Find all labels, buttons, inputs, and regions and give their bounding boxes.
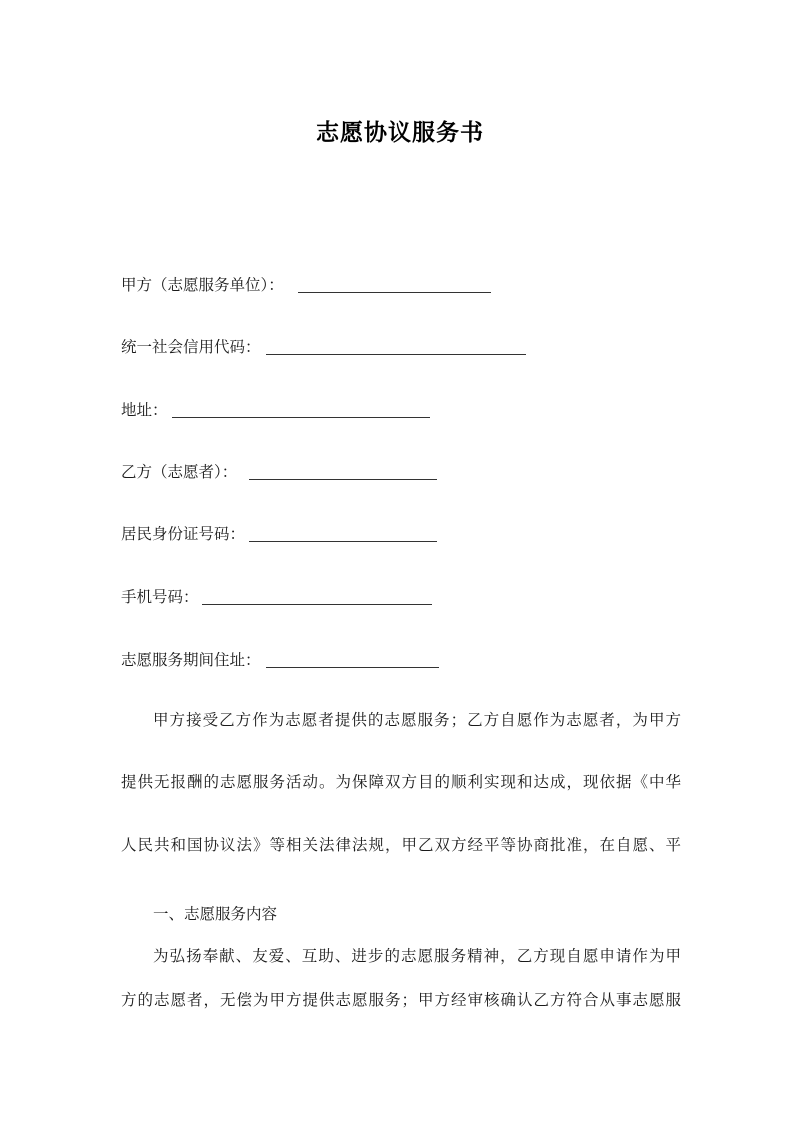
document-title: 志愿协议服务书 — [316, 120, 484, 146]
phone-input-line[interactable] — [202, 604, 432, 605]
paragraph-line: 为弘扬奉献、友爱、互助、进步的志愿服务精神，乙方现自愿申请作为甲 — [153, 947, 681, 965]
paragraph-line: 提供无报酬的志愿服务活动。为保障双方目的顺利实现和达成，现依据《中华 — [121, 773, 681, 791]
party-b-input-line[interactable] — [249, 479, 437, 480]
paragraph-line: 甲方接受乙方作为志愿者提供的志愿服务；乙方自愿作为志愿者，为甲方 — [153, 711, 681, 729]
paragraph-line: 人民共和国协议法》等相关法律法规，甲乙双方经平等协商批准，在自愿、平 — [121, 836, 681, 854]
credit-code-input-line[interactable] — [266, 354, 526, 355]
party-b-label: 乙方（志愿者）： — [121, 463, 238, 481]
credit-code-label: 统一社会信用代码： — [121, 338, 261, 356]
phone-label: 手机号码： — [121, 588, 199, 606]
residence-label: 志愿服务期间住址： — [121, 651, 261, 669]
party-a-input-line[interactable] — [298, 292, 491, 293]
residence-input-line[interactable] — [266, 667, 439, 668]
section-heading: 一、志愿服务内容 — [153, 905, 278, 923]
address-input-line[interactable] — [172, 417, 430, 418]
party-a-label: 甲方（志愿服务单位）： — [121, 276, 284, 294]
id-number-label: 居民身份证号码： — [121, 525, 246, 543]
address-label: 地址： — [121, 401, 168, 419]
id-number-input-line[interactable] — [249, 541, 437, 542]
paragraph-line: 方的志愿者，无偿为甲方提供志愿服务；甲方经审核确认乙方符合从事志愿服 — [121, 991, 681, 1009]
